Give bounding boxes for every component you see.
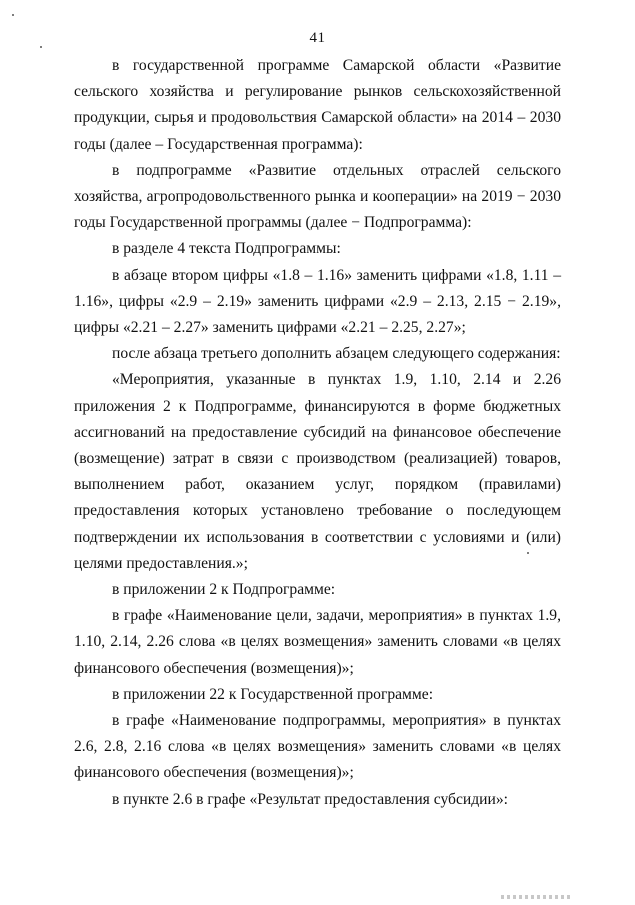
paragraph: в графе «Наименование подпрограммы, мероприятия» в пунктах 2.6, 2.8, 2.16 слова «в целях возмещения» заменить словами «в целях финансового обеспечения (возмещения)»; [74,712,561,782]
paragraph: после абзаца третьего дополнить абзацем следующего содержания: [112,345,561,363]
page-number: 41 [309,30,326,46]
document-body [74,53,561,813]
paragraph: в графе «Наименование цели, задачи, мероприятия» в пунктах 1.9, 1.10, 2.14, 2.26 слова «в целях возмещения» заменить словами «в целях финансового обеспечения (возмещения)»; [74,607,561,677]
paragraph: «Мероприятия, указанные в пунктах 1.9, 1.10, 2.14 и 2.26 приложения 2 к Подпрограмме, финансируются в форме бюджетных ассигнований на предоставление субсидий на финансовое обеспечение (возмещение) затрат в связи с производством (реализацией) товаров, выполнением работ, оказанием услуг, порядком (правилами) предоставления которых установлено требование о последующем подтверждении их использования в соответствии с условиями и (или) целями предоставления.»; [74,371,561,572]
paragraph: в приложении 2 к Подпрограмме: [112,581,336,599]
paragraph: в государственной программе Самарской области «Развитие сельского хозяйства и регулирование рынков сельскохозяйственной продукции, сырья и продовольствия Самарской области» на 2014 – 2030 годы (далее – Государственная программа): [74,57,561,153]
scan-artifact [501,895,571,899]
paragraph: в приложении 22 к Государственной программе: [112,685,434,703]
paragraph: в разделе 4 текста Подпрограммы: [112,240,341,258]
paragraph: в пункте 2.6 в графе «Результат предоставления субсидии»: [112,790,509,808]
paragraph: в абзаце втором цифры «1.8 – 1.16» заменить цифрами «1.8, 1.11 – 1.16», цифры «2.9 – 2.19» заменить цифрами «2.9 – 2.13, 2.15 − 2.19», цифры «2.21 – 2.27» заменить цифрами «2.21 – 2.25, 2.27»; [74,266,561,337]
paragraph: в подпрограмме «Развитие отдельных отраслей сельского хозяйства, агропродовольственного рынка и кооперации» на 2019 − 2030 годы Государственной программы (далее − Подпрограмма): [74,161,561,232]
scan-artifact [12,14,14,16]
